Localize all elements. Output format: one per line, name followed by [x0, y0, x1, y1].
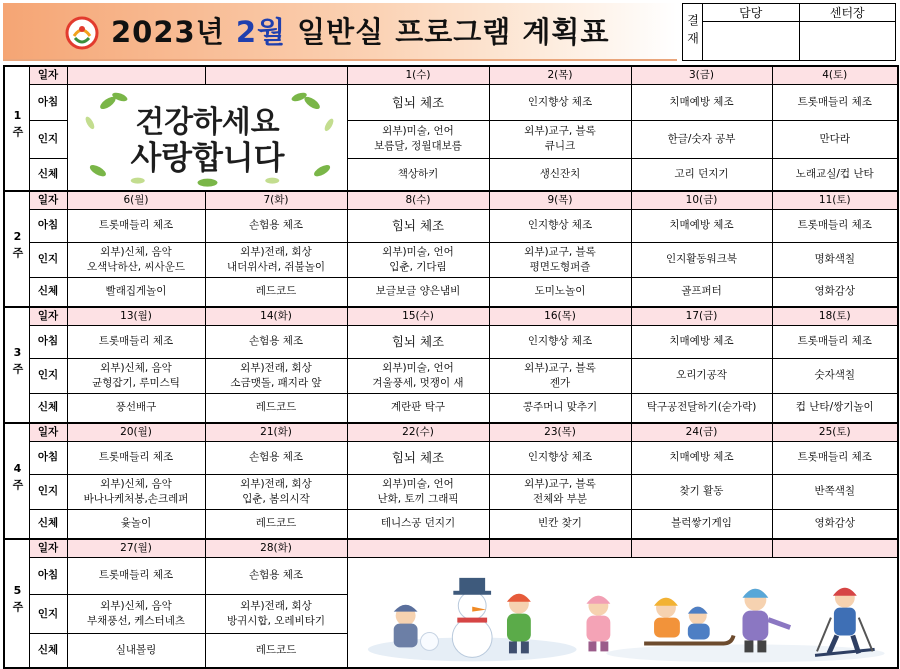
cognitive-activity-cell	[67, 242, 205, 277]
winter-art-cell	[347, 557, 898, 668]
week-1-day-row	[4, 66, 898, 84]
date-cell: 7(화)	[205, 191, 347, 209]
date-cell: 27(월)	[67, 539, 205, 557]
activity-line: 외부)교구, 블록	[524, 125, 596, 138]
row-label-morning: 아침	[29, 209, 67, 242]
activity-line: 외부)미술, 언어	[382, 477, 454, 490]
cognitive-activity-cell	[772, 358, 898, 393]
date-cell: 8(수)	[347, 191, 489, 209]
row-label-cognitive: 인지	[29, 242, 67, 277]
physical-activity-cell: 영화감상	[772, 277, 898, 307]
morning-activity-cell: 트롯매들리 체조	[772, 325, 898, 358]
physical-activity-cell: 블럭쌓기게임	[631, 509, 772, 539]
morning-activity-cell: 치매예방 체조	[631, 441, 772, 474]
row-label-morning: 아침	[29, 441, 67, 474]
date-cell: 21(화)	[205, 423, 347, 441]
activity-line: 외부)신체, 음악	[100, 245, 172, 258]
kids-sled-icon	[644, 597, 733, 643]
title-banner	[3, 3, 677, 61]
cognitive-activity-cell	[347, 120, 489, 158]
cognitive-activity-cell	[67, 594, 205, 634]
date-cell-empty	[772, 539, 898, 557]
greeting-line-2: 사랑합니다	[130, 138, 284, 177]
cognitive-activity-cell	[631, 120, 772, 158]
cognitive-activity-cell	[772, 120, 898, 158]
activity-line: 전체와 부분	[532, 492, 588, 505]
physical-activity-cell: 영화감상	[772, 509, 898, 539]
physical-activity-cell: 골프퍼터	[631, 277, 772, 307]
cognitive-activity-cell	[631, 242, 772, 277]
week-2-cognitive-row	[4, 242, 898, 277]
activity-line: 젠가	[549, 376, 571, 389]
approval-center-head-sign[interactable]	[799, 22, 896, 61]
date-cell: 25(토)	[772, 423, 898, 441]
approval-manager-label: 담당	[703, 4, 800, 22]
physical-activity-cell: 탁구공전달하기(숟가락)	[631, 393, 772, 423]
morning-activity-cell: 트롯매들리 체조	[772, 209, 898, 242]
morning-activity-cell: 인지향상 체조	[489, 325, 631, 358]
week-label	[4, 539, 29, 668]
physical-activity-cell: 빨래집게놀이	[67, 277, 205, 307]
cognitive-activity-cell	[489, 474, 631, 509]
row-label-cognitive: 인지	[29, 594, 67, 634]
cognitive-activity-cell	[205, 594, 347, 634]
cognitive-activity-cell	[347, 242, 489, 277]
row-label-physical: 신체	[29, 158, 67, 191]
week-label	[4, 191, 29, 307]
activity-line: 인지활동워크북	[665, 253, 737, 266]
morning-activity-cell: 트롯매들리 체조	[67, 325, 205, 358]
approval-label-text: 결재	[685, 13, 700, 50]
row-label-physical: 신체	[29, 634, 67, 668]
approval-center-head-label: 센터장	[799, 4, 896, 22]
date-cell-empty	[631, 539, 772, 557]
activity-line: 난화, 토끼 그래픽	[377, 492, 459, 505]
week-label	[4, 66, 29, 191]
week-1-morning-row	[4, 84, 898, 120]
physical-activity-cell: 고리 던지기	[631, 158, 772, 191]
row-label-day: 일자	[29, 191, 67, 209]
cognitive-activity-cell	[489, 120, 631, 158]
morning-activity-cell: 치매예방 체조	[631, 84, 772, 120]
week-5-day-row	[4, 539, 898, 557]
activity-line: 외부)교구, 블록	[524, 245, 596, 258]
week-3-morning-row	[4, 325, 898, 358]
activity-line: 오리기공작	[676, 369, 727, 382]
week-label-text: 1주	[11, 109, 24, 142]
activity-line: 입춘, 기다림	[389, 260, 447, 273]
row-label-day: 일자	[29, 423, 67, 441]
morning-activity-cell: 손험용 체조	[205, 557, 347, 594]
activity-line: 외부)전래, 회상	[240, 600, 312, 613]
physical-activity-cell: 컵 난타/쌍기놀이	[772, 393, 898, 423]
activity-line: 방귀시합, 오레비타기	[227, 615, 325, 628]
date-cell: 23(목)	[489, 423, 631, 441]
week-2-day-row	[4, 191, 898, 209]
cognitive-activity-cell	[631, 474, 772, 509]
activity-line: 명화색칠	[814, 253, 856, 266]
cognitive-activity-cell	[205, 242, 347, 277]
row-label-physical: 신체	[29, 393, 67, 423]
week-label	[4, 423, 29, 539]
activity-line: 겨울풍세, 멋쟁이 새	[372, 376, 464, 389]
kid-snowball-icon	[393, 604, 438, 650]
activity-line: 오색낙하산, 씨사운드	[87, 260, 185, 273]
morning-activity-cell: 트롯매들리 체조	[772, 441, 898, 474]
week-3-day-row	[4, 307, 898, 325]
date-cell: 18(토)	[772, 307, 898, 325]
cognitive-activity-cell	[489, 242, 631, 277]
cognitive-activity-cell	[205, 474, 347, 509]
center-logo-icon	[65, 16, 99, 50]
schedule-table	[3, 65, 899, 669]
row-label-morning: 아침	[29, 84, 67, 120]
date-cell-empty	[205, 66, 347, 84]
row-label-cognitive: 인지	[29, 120, 67, 158]
approval-box	[682, 3, 896, 61]
activity-line: 외부)신체, 음악	[100, 600, 172, 613]
morning-activity-cell: 인지향상 체조	[489, 209, 631, 242]
physical-activity-cell: 풍선배구	[67, 393, 205, 423]
morning-activity-cell: 트롯매들리 체조	[67, 209, 205, 242]
greeting-art-cell	[67, 84, 347, 191]
physical-activity-cell: 레드코드	[205, 634, 347, 668]
activity-line: 보름달, 정월대보름	[374, 140, 462, 153]
morning-activity-cell: 손험용 체조	[205, 441, 347, 474]
morning-activity-cell: 치매예방 체조	[631, 325, 772, 358]
row-label-physical: 신체	[29, 277, 67, 307]
snowman-icon	[452, 577, 492, 656]
row-label-day: 일자	[29, 539, 67, 557]
morning-activity-cell: 트롯매들리 체조	[67, 557, 205, 594]
activity-line: 바나나케처봉,손크레퍼	[83, 492, 189, 505]
date-cell: 24(금)	[631, 423, 772, 441]
physical-activity-cell: 도미노놀이	[489, 277, 631, 307]
physical-activity-cell: 레드코드	[205, 393, 347, 423]
row-label-cognitive: 인지	[29, 358, 67, 393]
cognitive-activity-cell	[347, 358, 489, 393]
date-cell: 10(금)	[631, 191, 772, 209]
week-label-text: 5주	[11, 584, 24, 616]
row-label-day: 일자	[29, 307, 67, 325]
physical-activity-cell: 생신잔치	[489, 158, 631, 191]
date-cell: 14(화)	[205, 307, 347, 325]
date-cell: 2(목)	[489, 66, 631, 84]
morning-activity-cell: 힘뇌 체조	[347, 441, 489, 474]
date-cell: 13(월)	[67, 307, 205, 325]
date-cell: 6(월)	[67, 191, 205, 209]
week-2-physical-row	[4, 277, 898, 307]
week-3-physical-row	[4, 393, 898, 423]
cognitive-activity-cell	[772, 474, 898, 509]
cognitive-activity-cell	[67, 358, 205, 393]
date-cell: 17(금)	[631, 307, 772, 325]
physical-activity-cell: 실내볼링	[67, 634, 205, 668]
date-cell: 9(목)	[489, 191, 631, 209]
activity-line: 찾기 활동	[679, 485, 724, 498]
activity-line: 외부)전래, 회상	[240, 477, 312, 490]
date-cell: 4(토)	[772, 66, 898, 84]
row-label-morning: 아침	[29, 557, 67, 594]
date-cell-empty	[489, 539, 631, 557]
kid-pink-coat-icon	[586, 595, 610, 651]
physical-activity-cell: 윷놀이	[67, 509, 205, 539]
activity-line: 외부)미술, 언어	[382, 125, 454, 138]
morning-activity-cell: 치매예방 체조	[631, 209, 772, 242]
activity-line: 평면도형퍼즐	[529, 260, 591, 273]
physical-activity-cell: 빈칸 찾기	[489, 509, 631, 539]
date-cell: 15(수)	[347, 307, 489, 325]
activity-line: 외부)신체, 음악	[100, 477, 172, 490]
activity-line: 큐니크	[544, 140, 576, 153]
physical-activity-cell: 노래교실/컵 난타	[772, 158, 898, 191]
date-cell: 1(수)	[347, 66, 489, 84]
date-cell: 11(토)	[772, 191, 898, 209]
date-cell-empty	[67, 66, 205, 84]
morning-activity-cell: 손험용 체조	[205, 209, 347, 242]
physical-activity-cell: 계란판 탁구	[347, 393, 489, 423]
week-label-text: 2주	[11, 229, 24, 262]
cognitive-activity-cell	[489, 358, 631, 393]
date-cell: 3(금)	[631, 66, 772, 84]
activity-line: 만다라	[819, 132, 850, 145]
date-cell: 20(월)	[67, 423, 205, 441]
row-label-cognitive: 인지	[29, 474, 67, 509]
page-title: 2023년 2월 일반실 프로그램 계획표	[111, 15, 610, 49]
date-cell: 16(목)	[489, 307, 631, 325]
week-label	[4, 307, 29, 423]
activity-line: 외부)교구, 블록	[524, 477, 596, 490]
physical-activity-cell: 레드코드	[205, 509, 347, 539]
week-2-morning-row	[4, 209, 898, 242]
morning-activity-cell: 힘뇌 체조	[347, 325, 489, 358]
week-4-physical-row	[4, 509, 898, 539]
morning-activity-cell: 인지향상 체조	[489, 441, 631, 474]
date-cell: 28(화)	[205, 539, 347, 557]
week-label-text: 3주	[11, 345, 24, 378]
cognitive-activity-cell	[347, 474, 489, 509]
cognitive-activity-cell	[772, 242, 898, 277]
activity-line: 외부)전래, 회상	[240, 245, 312, 258]
physical-activity-cell: 테니스공 던지기	[347, 509, 489, 539]
activity-line: 외부)신체, 음악	[100, 361, 172, 374]
activity-line: 부채풍선, 케스터네츠	[87, 615, 185, 628]
cognitive-activity-cell	[205, 358, 347, 393]
activity-line: 외부)교구, 블록	[524, 361, 596, 374]
week-label-text: 4주	[11, 461, 24, 494]
winter-kids-illustration	[348, 558, 898, 667]
physical-activity-cell: 콩주머니 맞추기	[489, 393, 631, 423]
activity-line: 숫자색칠	[814, 369, 856, 382]
morning-activity-cell: 손험용 체조	[205, 325, 347, 358]
activity-line: 외부)미술, 언어	[382, 361, 454, 374]
cognitive-activity-cell	[67, 474, 205, 509]
week-4-cognitive-row	[4, 474, 898, 509]
date-cell-empty	[347, 539, 489, 557]
approval-manager-sign[interactable]	[703, 22, 800, 61]
activity-line: 한글/숫자 공부	[667, 132, 736, 145]
week-3-cognitive-row	[4, 358, 898, 393]
morning-activity-cell: 힘뇌 체조	[347, 84, 489, 120]
activity-line: 소금맷돌, 패지라 앞	[230, 376, 322, 389]
kid-blue-hat-icon	[742, 588, 790, 652]
physical-activity-cell: 레드코드	[205, 277, 347, 307]
activity-line: 반쪽색칠	[814, 485, 856, 498]
week-5-morning-row	[4, 557, 898, 594]
row-label-day: 일자	[29, 66, 67, 84]
morning-activity-cell: 인지향상 체조	[489, 84, 631, 120]
greeting-line-1: 건강하세요	[134, 104, 280, 140]
activity-line: 외부)전래, 회상	[240, 361, 312, 374]
activity-line: 균형잡기, 루미스틱	[92, 376, 180, 389]
morning-activity-cell: 힘뇌 체조	[347, 209, 489, 242]
morning-activity-cell: 트롯매들리 체조	[772, 84, 898, 120]
activity-line: 입춘, 봄의시작	[242, 492, 310, 505]
cognitive-activity-cell	[631, 358, 772, 393]
week-4-day-row	[4, 423, 898, 441]
physical-activity-cell: 책상하키	[347, 158, 489, 191]
greeting-illustration	[68, 85, 347, 191]
row-label-physical: 신체	[29, 509, 67, 539]
physical-activity-cell: 보글보글 양은냄비	[347, 277, 489, 307]
date-cell: 22(수)	[347, 423, 489, 441]
kid-skiing-icon	[815, 587, 875, 655]
approval-label	[683, 4, 703, 61]
row-label-morning: 아침	[29, 325, 67, 358]
week-4-morning-row	[4, 441, 898, 474]
activity-line: 외부)미술, 언어	[382, 245, 454, 258]
activity-line: 내더위사려, 쥐불놀이	[227, 260, 325, 273]
morning-activity-cell: 트롯매들리 체조	[67, 441, 205, 474]
